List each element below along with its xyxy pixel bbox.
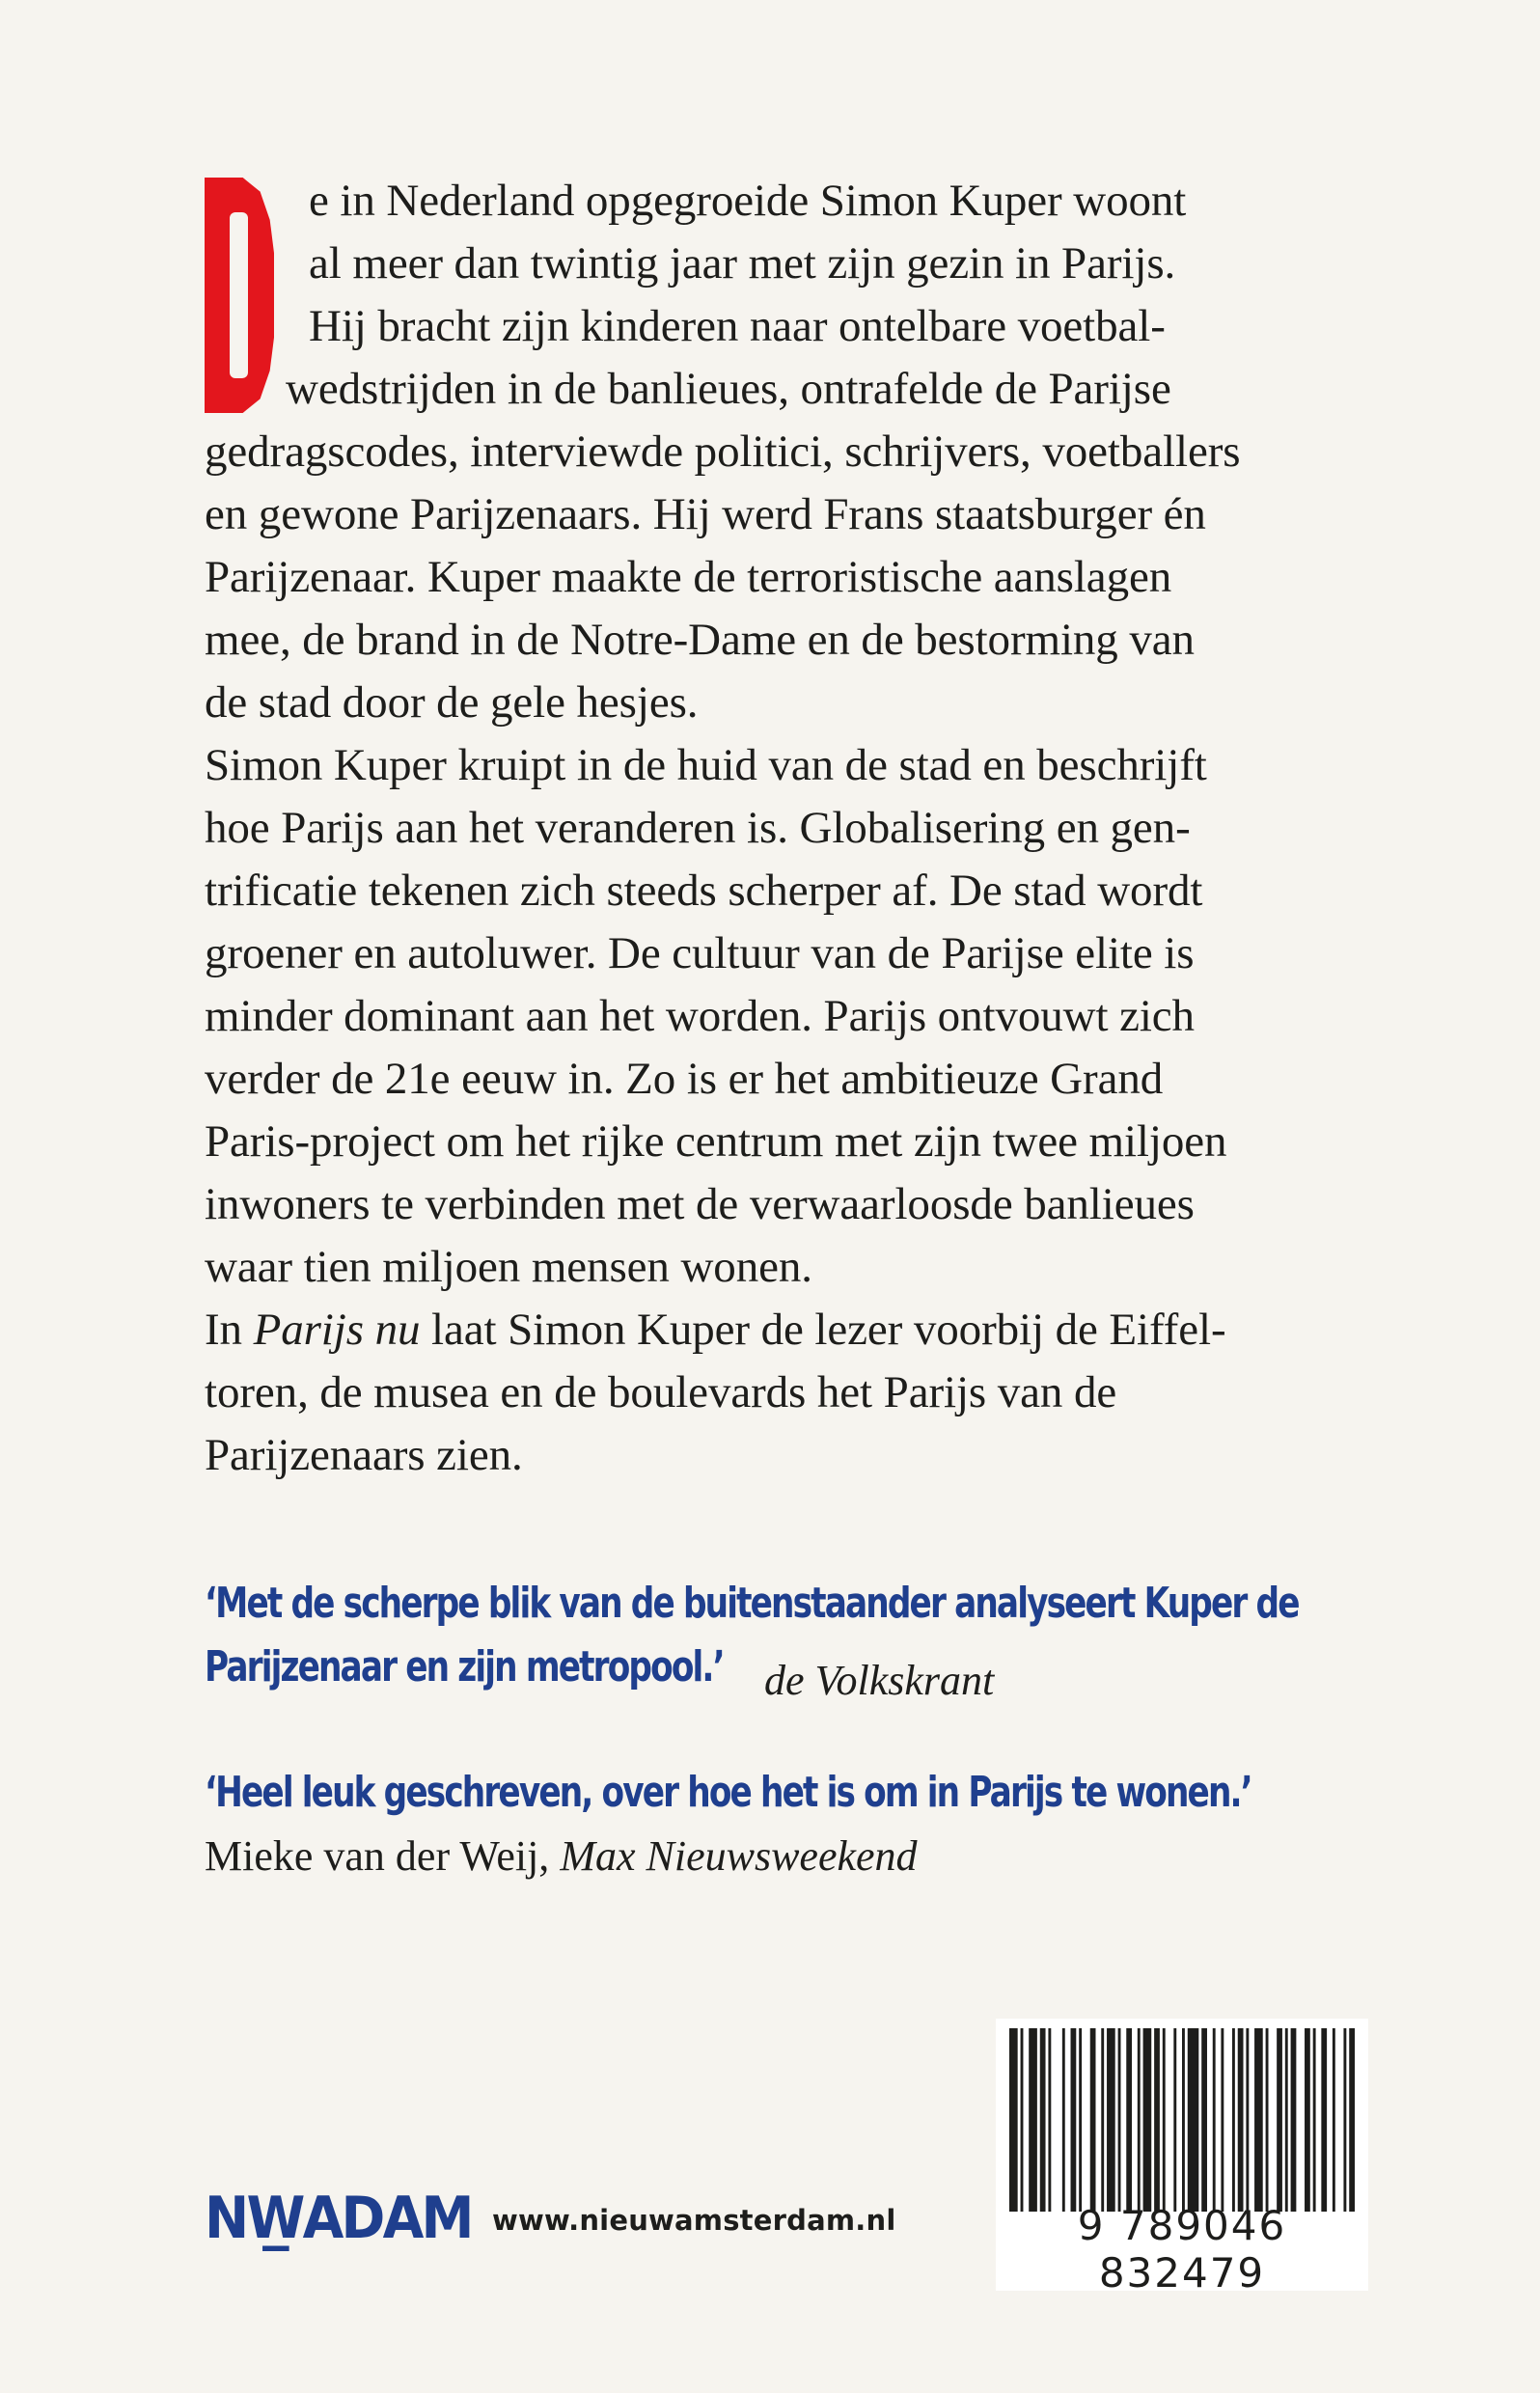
quote-source: de Volkskrant <box>764 1657 995 1704</box>
barcode-bar <box>1071 2028 1077 2212</box>
barcode-bar <box>1254 2028 1263 2212</box>
barcode-bar <box>1079 2028 1082 2212</box>
barcode-bar <box>1333 2028 1335 2212</box>
blurb-line: groener en autoluwer. De cultuur van de Parijse elite is <box>205 928 1195 978</box>
quote-text: ‘Heel leuk geschreven, over hoe het is om in Parijs te wonen.’ <box>205 1768 1251 1817</box>
blurb-line: minder dominant aan het worden. Parijs ontvouwt zich <box>205 991 1195 1041</box>
blurb-line: Parijzenaar. Kuper maakte de terroristische aanslagen <box>205 552 1172 602</box>
blurb-line: Parijzenaars zien. <box>205 1430 523 1480</box>
press-quote-volkskrant <box>205 1579 1540 1706</box>
barcode-bar <box>1048 2028 1051 2212</box>
barcode-bar <box>1201 2028 1207 2212</box>
barcode-bar <box>1232 2028 1235 2212</box>
blurb-line: gedragscodes, interviewde politici, schrijvers, voetballers <box>205 426 1241 477</box>
barcode-bar <box>1321 2028 1327 2212</box>
barcode-bar <box>1173 2028 1176 2212</box>
barcode-bar <box>1029 2028 1037 2212</box>
barcode-bar <box>1213 2028 1216 2212</box>
barcode-bar <box>1090 2028 1096 2212</box>
blurb-line: al meer dan twintig jaar met zijn gezin in Parijs. <box>309 238 1176 289</box>
blurb-text-after-title: laat Simon Kuper de lezer voorbij de Eiffel- <box>420 1305 1226 1355</box>
barcode-bar <box>1163 2028 1166 2212</box>
barcode-bar <box>1188 2028 1199 2212</box>
press-quote-max <box>205 1768 1540 1881</box>
blurb-line: hoe Parijs aan het veranderen is. Globalisering en gen- <box>205 803 1191 853</box>
barcode-bar <box>1266 2028 1269 2212</box>
blurb-line: mee, de brand in de Notre-Dame en de bestorming van <box>205 615 1195 665</box>
barcode-bar <box>1291 2028 1297 2212</box>
barcode-bar <box>1246 2028 1249 2212</box>
blurb-line: Simon Kuper kruipt in de huid van de stad en beschrijft <box>205 740 1207 790</box>
blurb-line: Paris-project om het rijke centrum met zijn twee miljoen <box>205 1116 1227 1167</box>
blurb-text-before-title: In <box>205 1305 254 1355</box>
barcode-bar <box>1107 2028 1115 2212</box>
barcode-bar <box>1118 2028 1121 2212</box>
barcode-bar <box>1313 2028 1316 2212</box>
blurb-line: de stad door de gele hesjes. <box>205 677 699 728</box>
barcode-bar <box>1349 2028 1355 2212</box>
publisher-url[interactable]: www.nieuwamsterdam.nl <box>492 2204 896 2237</box>
barcode-bars <box>1009 2028 1355 2212</box>
barcode-bar <box>1238 2028 1244 2212</box>
blurb-line: en gewone Parijzenaars. Hij werd Frans staatsburger én <box>205 489 1206 539</box>
blurb-text <box>205 170 1391 1487</box>
barcode-bar <box>1021 2028 1024 2212</box>
blurb-line: Hij bracht zijn kinderen naar ontelbare voetbal- <box>309 301 1166 351</box>
blurb-line: e in Nederland opgegroeide Simon Kuper woont <box>309 176 1187 226</box>
quote-author: Mieke van der Weij, <box>205 1832 561 1880</box>
barcode-bar <box>1154 2028 1160 2212</box>
barcode-bar <box>1143 2028 1152 2212</box>
barcode-bar <box>1040 2028 1046 2212</box>
blurb-line: wedstrijden in de banlieues, ontrafelde de Parijse <box>286 364 1171 414</box>
barcode-bar <box>1062 2028 1065 2212</box>
blurb-line <box>205 1299 1391 1362</box>
barcode-bar <box>1126 2028 1132 2212</box>
blurb-line: inwoners te verbinden met de verwaarloosde banlieues <box>205 1179 1195 1229</box>
barcode-bar <box>1277 2028 1282 2212</box>
barcode-bar <box>1305 2028 1310 2212</box>
barcode-bar <box>1182 2028 1185 2212</box>
quote-text: ‘Met de scherpe blik van de buitenstaander analyseert Kuper de <box>205 1579 1299 1628</box>
blurb-line: verder de 21e eeuw in. Zo is er het ambitieuze Grand <box>205 1054 1164 1104</box>
barcode-bar <box>1343 2028 1346 2212</box>
blurb-line: toren, de musea en de boulevards het Parijs van de <box>205 1367 1117 1417</box>
barcode-bar <box>1221 2028 1224 2212</box>
barcode-bar <box>1009 2028 1018 2212</box>
publisher-logo: NW̲ADAM <box>205 2185 472 2252</box>
blurb-line: trificatie tekenen zich steeds scherper af. De stad wordt <box>205 866 1203 916</box>
blurb-line: waar tien miljoen mensen wonen. <box>205 1242 812 1292</box>
isbn-number: 9 789046 832479 <box>1077 2202 1287 2297</box>
barcode-bar <box>1138 2028 1141 2212</box>
barcode-bar <box>1285 2028 1288 2212</box>
quote-text: Parijzenaar en zijn metropool.’ <box>205 1642 724 1692</box>
quote-source: Max Nieuwsweekend <box>560 1832 918 1880</box>
barcode-bar <box>1101 2028 1104 2212</box>
book-title: Parijs nu <box>253 1305 421 1355</box>
